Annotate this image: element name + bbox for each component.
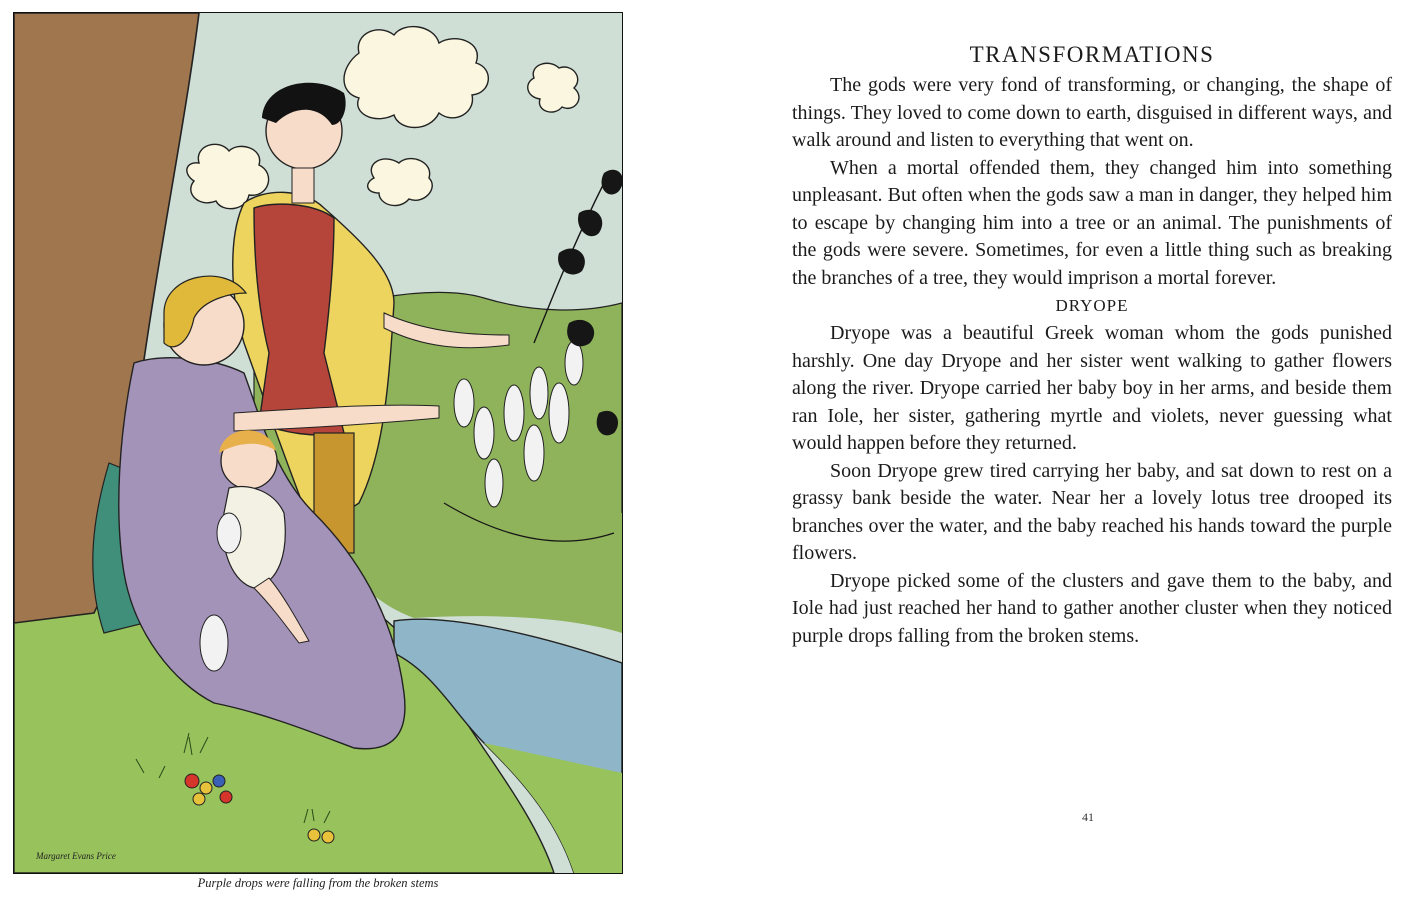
section-heading: DRYOPE (1055, 296, 1129, 315)
illustration-image (14, 13, 622, 873)
paragraph: The gods were very fond of transforming, or changing, the shape of things. They loved to come down to earth, disguised in different ways, and walk around and listen to everything that went on. (792, 74, 1392, 151)
text-page (792, 42, 1392, 650)
paragraph: Dryope picked some of the clusters and gave them to the baby, and Iole had just reached her hand to gather another cluster when they noticed purple drops falling from the broken stems. (792, 569, 1392, 647)
page-title: TRANSFORMATIONS (969, 42, 1215, 67)
illustration-caption: Purple drops were falling from the broken stems (197, 876, 439, 890)
illustration-plate (13, 12, 623, 874)
page-number: 41 (1082, 810, 1094, 824)
paragraph: Dryope was a beautiful Greek woman whom the gods punished harshly. One day Dryope and her sister went walking to gather flowers along the river. Dryope carried her baby boy in her arms, and beside them ran Iole, her sister, gathering myrtle and violets, never guessing what would happen before they returned. (792, 322, 1392, 454)
artist-signature: Margaret Evans Price (36, 851, 116, 861)
paragraph: Soon Dryope grew tired carrying her baby, and sat down to rest on a grassy bank beside the water. Near her a lovely lotus tree drooped its branches over the water, and the baby reached his hands toward the purple flowers. (792, 459, 1392, 564)
paragraph: When a mortal offended them, they changed him into something unpleasant. But often when the gods saw a man in danger, they helped him to escape by changing him into a tree or an animal. The punishments of the gods were severe. Sometimes, for even a little thing such as breaking the branches of a tree, they would imprison a mortal forever. (792, 156, 1392, 289)
